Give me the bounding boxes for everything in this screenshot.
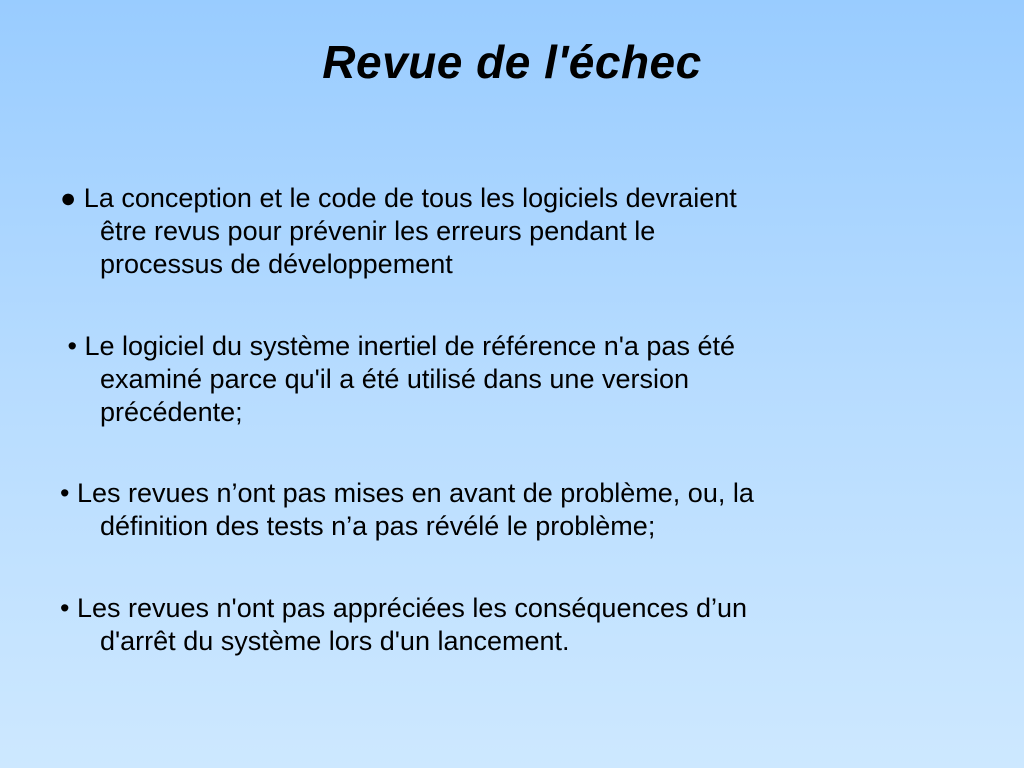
bullet-item xyxy=(60,592,960,658)
bullet-item xyxy=(60,182,960,281)
bullet-line: précédente; xyxy=(100,397,243,427)
bullet-line: processus de développement xyxy=(100,249,453,279)
bullet-line: d'arrêt du système lors d'un lancement. xyxy=(100,626,570,656)
bullet-line: examiné parce qu'il a été utilisé dans une version xyxy=(100,364,690,394)
bullet-line: définition des tests n’a pas révélé le problème; xyxy=(100,511,656,541)
bullet-item xyxy=(60,477,960,543)
bullet-line: • Le logiciel du système inertiel de référence n'a pas été xyxy=(60,331,735,361)
bullet-line: • Les revues n’ont pas mises en avant de problème, ou, la xyxy=(60,478,754,508)
bullet-line: être revus pour prévenir les erreurs pendant le xyxy=(100,216,656,246)
bullet-item xyxy=(60,330,960,429)
slide-title: Revue de l'échec xyxy=(322,36,702,88)
bullet-line: • Les revues n'ont pas appréciées les conséquences d’un xyxy=(60,593,748,623)
bullet-line: ● La conception et le code de tous les logiciels devraient xyxy=(60,183,737,213)
